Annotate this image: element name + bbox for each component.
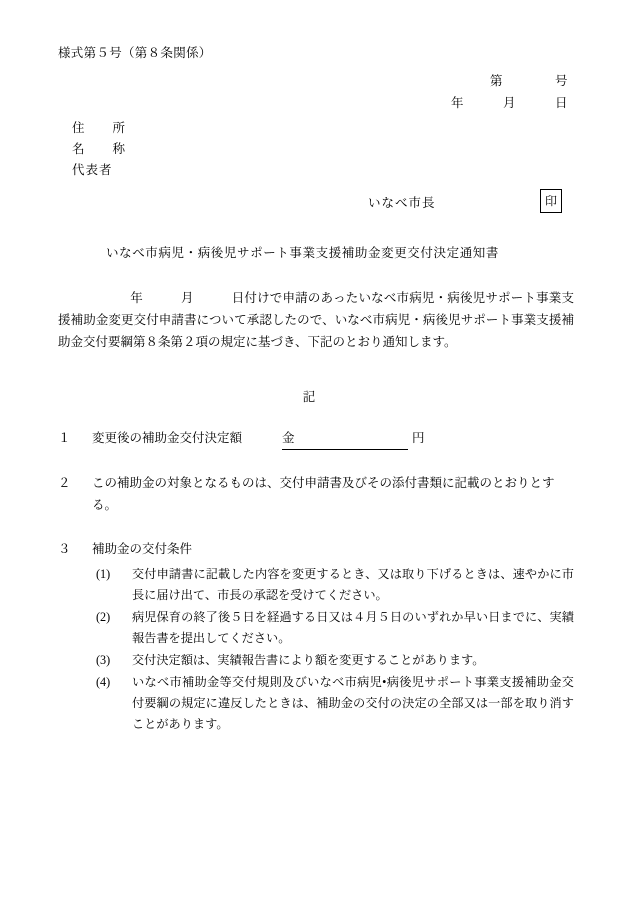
applicant-name-label: 名 称 — [72, 142, 127, 156]
item-3-text: 補助金の交付条件 — [92, 542, 193, 556]
ki-marker: 記 — [302, 390, 316, 404]
item-1-label: 変更後の補助金交付決定額 — [92, 431, 243, 445]
item-3-sub-3-marker: (3) — [96, 653, 111, 667]
item-1-number: １ — [58, 431, 71, 445]
document-date-line: 年 月 日 — [450, 96, 568, 110]
item-1-amount-unit: 円 — [412, 431, 425, 445]
item-3-sub-2-marker: (2) — [96, 610, 111, 624]
body-paragraph — [58, 287, 574, 353]
item-3-sub-4-text: いなべ市補助金等交付規則及びいなべ市病児•病後児サポート事業支援補助金交付要綱の規定に違反したときは、補助金の交付の決定の全部又は一部を取り消すことがあります。 — [132, 675, 574, 731]
seal-icon: 印 — [540, 189, 562, 213]
page-title: いなべ市病児・病後児サポート事業支援補助金変更交付決定通知書 — [106, 246, 500, 260]
item-3-sub-list — [92, 564, 574, 735]
item-1 — [58, 427, 574, 450]
item-2 — [58, 472, 574, 516]
item-3-number: ３ — [58, 542, 71, 556]
item-1-row — [92, 427, 574, 450]
header-right-block — [58, 70, 574, 114]
item-3-sub-4 — [92, 672, 574, 735]
form-number: 様式第５号（第８条関係） — [58, 46, 212, 60]
item-3-sub-1 — [92, 564, 574, 606]
item-3-sub-2 — [92, 607, 574, 649]
item-3-sub-1-text: 交付申請書に記載した内容を変更するとき、又は取り下げるときは、速やかに市長に届け出て、市長の承認を受けてください。 — [132, 567, 574, 602]
mayor-title: いなべ市長 — [368, 196, 436, 210]
applicant-address-block — [58, 118, 574, 181]
applicant-address-label: 住 所 — [72, 121, 127, 135]
item-1-amount-prefix: 金 — [282, 431, 295, 445]
body-paragraph-text: 年 月 日付けで申請のあったいなべ市病児・病後児サポート事業支援補助金変更交付申請書について承認したので、いなべ市病児・病後児サポート事業支援補助金交付要綱第８条第２項の規定に基づき、下記のとおり通知します。 — [58, 291, 574, 349]
document-number-line: 第 号 — [489, 74, 568, 88]
mayor-row — [58, 191, 574, 217]
item-3 — [58, 538, 574, 735]
item-3-sub-1-marker: (1) — [96, 567, 111, 581]
document-body — [58, 44, 574, 735]
item-2-text: この補助金の対象となるものは、交付申請書及びその添付書類に記載のとおりとする。 — [92, 476, 555, 512]
item-3-sub-2-text: 病児保育の終了後５日を経過する日又は４月５日のいずれか早い日までに、実績報告書を提出してください。 — [132, 610, 574, 645]
item-2-number: ２ — [58, 476, 71, 490]
item-3-sub-3 — [92, 650, 574, 671]
item-3-sub-4-marker: (4) — [96, 675, 111, 689]
applicant-representative-label: 代表者 — [72, 163, 113, 177]
item-1-amount-field — [282, 427, 408, 450]
item-3-sub-3-text: 交付決定額は、実績報告書により額を変更することがあります。 — [132, 653, 485, 667]
